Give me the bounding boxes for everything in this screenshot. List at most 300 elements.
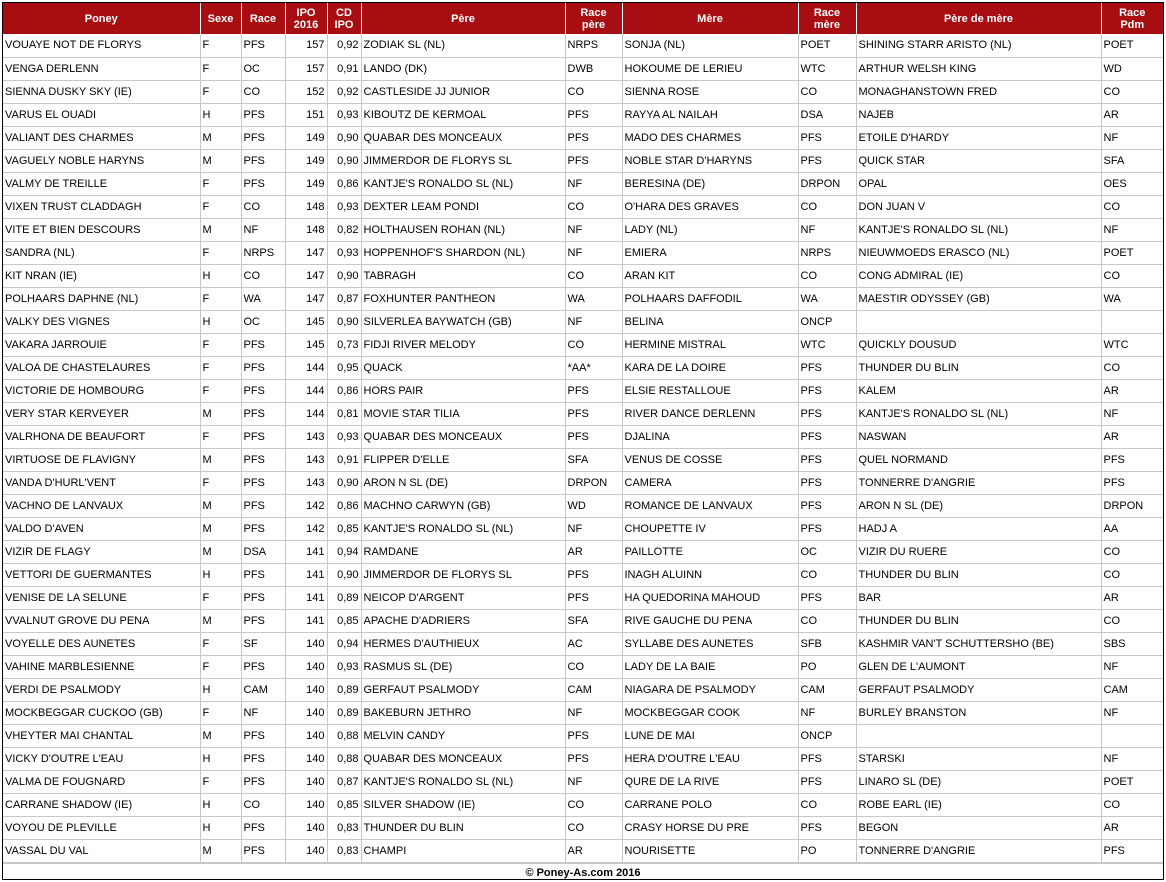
cell-cd-ipo: 0,86 bbox=[327, 172, 361, 195]
cell-race: OC bbox=[241, 57, 285, 80]
cell-race: PFS bbox=[241, 770, 285, 793]
table-row bbox=[3, 149, 1163, 172]
table-row bbox=[3, 402, 1163, 425]
cell-race-pdm: CO bbox=[1101, 609, 1163, 632]
cell-sexe: M bbox=[200, 126, 241, 149]
cell-mere: LUNE DE MAI bbox=[622, 724, 798, 747]
cell-mere: PAILLOTTE bbox=[622, 540, 798, 563]
cell-mere: INAGH ALUINN bbox=[622, 563, 798, 586]
cell-sexe: M bbox=[200, 448, 241, 471]
cell-sexe: F bbox=[200, 287, 241, 310]
table-row bbox=[3, 218, 1163, 241]
cell-poney: SANDRA (NL) bbox=[3, 241, 200, 264]
cell-poney: VICKY D'OUTRE L'EAU bbox=[3, 747, 200, 770]
header-race-pdm: Race Pdm bbox=[1101, 3, 1163, 34]
cell-poney: VAHINE MARBLESIENNE bbox=[3, 655, 200, 678]
cell-race-mere: CO bbox=[798, 609, 856, 632]
cell-pere: HORS PAIR bbox=[361, 379, 565, 402]
cell-race-pere: SFA bbox=[565, 609, 622, 632]
cell-cd-ipo: 0,85 bbox=[327, 517, 361, 540]
cell-race-pere: NF bbox=[565, 701, 622, 724]
cell-sexe: H bbox=[200, 747, 241, 770]
cell-race-pdm: AR bbox=[1101, 103, 1163, 126]
cell-mere: KARA DE LA DOIRE bbox=[622, 356, 798, 379]
cell-race-pere: WA bbox=[565, 287, 622, 310]
cell-poney: SIENNA DUSKY SKY (IE) bbox=[3, 80, 200, 103]
cell-cd-ipo: 0,90 bbox=[327, 264, 361, 287]
cell-race-pdm: POET bbox=[1101, 34, 1163, 57]
cell-mere: DJALINA bbox=[622, 425, 798, 448]
table-row bbox=[3, 517, 1163, 540]
cell-cd-ipo: 0,87 bbox=[327, 770, 361, 793]
cell-race-mere: OC bbox=[798, 540, 856, 563]
cell-sexe: H bbox=[200, 264, 241, 287]
cell-race-pere: PFS bbox=[565, 103, 622, 126]
cell-race: PFS bbox=[241, 333, 285, 356]
cell-poney: VOYELLE DES AUNETES bbox=[3, 632, 200, 655]
table-row bbox=[3, 632, 1163, 655]
cell-pere: DEXTER LEAM PONDI bbox=[361, 195, 565, 218]
cell-race-pdm: POET bbox=[1101, 770, 1163, 793]
cell-race: NF bbox=[241, 701, 285, 724]
cell-race-mere: WA bbox=[798, 287, 856, 310]
cell-cd-ipo: 0,92 bbox=[327, 80, 361, 103]
cell-poney: VENISE DE LA SELUNE bbox=[3, 586, 200, 609]
cell-ipo: 147 bbox=[285, 241, 327, 264]
cell-sexe: F bbox=[200, 241, 241, 264]
cell-race: PFS bbox=[241, 609, 285, 632]
cell-race-mere: PFS bbox=[798, 126, 856, 149]
cell-sexe: F bbox=[200, 195, 241, 218]
cell-pere-de-mere: KANTJE'S RONALDO SL (NL) bbox=[856, 402, 1101, 425]
cell-sexe: H bbox=[200, 563, 241, 586]
cell-race: PFS bbox=[241, 494, 285, 517]
cell-race-pdm: SFA bbox=[1101, 149, 1163, 172]
cell-race-mere: PFS bbox=[798, 425, 856, 448]
cell-mere: ARAN KIT bbox=[622, 264, 798, 287]
cell-race-pere: PFS bbox=[565, 425, 622, 448]
cell-ipo: 151 bbox=[285, 103, 327, 126]
cell-race-pdm: AR bbox=[1101, 816, 1163, 839]
table-row bbox=[3, 333, 1163, 356]
cell-pere: HOPPENHOF'S SHARDON (NL) bbox=[361, 241, 565, 264]
cell-poney: VHEYTER MAI CHANTAL bbox=[3, 724, 200, 747]
cell-race: PFS bbox=[241, 471, 285, 494]
cell-poney: VALOA DE CHASTELAURES bbox=[3, 356, 200, 379]
cell-ipo: 142 bbox=[285, 517, 327, 540]
cell-pere: KIBOUTZ DE KERMOAL bbox=[361, 103, 565, 126]
cell-pere-de-mere: TONNERRE D'ANGRIE bbox=[856, 839, 1101, 862]
cell-race-pere: CO bbox=[565, 655, 622, 678]
cell-poney: VVALNUT GROVE DU PENA bbox=[3, 609, 200, 632]
cell-race: PFS bbox=[241, 563, 285, 586]
cell-race-pere: PFS bbox=[565, 747, 622, 770]
cell-pere-de-mere: VIZIR DU RUERE bbox=[856, 540, 1101, 563]
cell-cd-ipo: 0,93 bbox=[327, 103, 361, 126]
cell-mere: SIENNA ROSE bbox=[622, 80, 798, 103]
table-row bbox=[3, 839, 1163, 862]
cell-pere-de-mere: HADJ A bbox=[856, 517, 1101, 540]
cell-mere: RIVER DANCE DERLENN bbox=[622, 402, 798, 425]
cell-cd-ipo: 0,81 bbox=[327, 402, 361, 425]
cell-race-pdm: AA bbox=[1101, 517, 1163, 540]
cell-race-mere: ONCP bbox=[798, 310, 856, 333]
header-poney: Poney bbox=[3, 3, 200, 34]
cell-race-mere: PFS bbox=[798, 356, 856, 379]
cell-ipo: 140 bbox=[285, 655, 327, 678]
header-pere: Père bbox=[361, 3, 565, 34]
cell-cd-ipo: 0,89 bbox=[327, 701, 361, 724]
cell-mere: NIAGARA DE PSALMODY bbox=[622, 678, 798, 701]
cell-race-pere: PFS bbox=[565, 126, 622, 149]
copyright-footer: © Poney-As.com 2016 bbox=[3, 863, 1163, 882]
cell-race-mere: PO bbox=[798, 839, 856, 862]
table-row bbox=[3, 80, 1163, 103]
cell-race-pere: PFS bbox=[565, 149, 622, 172]
cell-race: DSA bbox=[241, 540, 285, 563]
table-row bbox=[3, 770, 1163, 793]
cell-cd-ipo: 0,91 bbox=[327, 448, 361, 471]
cell-sexe: F bbox=[200, 632, 241, 655]
cell-mere: VENUS DE COSSE bbox=[622, 448, 798, 471]
table-row bbox=[3, 563, 1163, 586]
cell-ipo: 141 bbox=[285, 540, 327, 563]
cell-cd-ipo: 0,87 bbox=[327, 287, 361, 310]
cell-pere: THUNDER DU BLIN bbox=[361, 816, 565, 839]
cell-race-pdm: OES bbox=[1101, 172, 1163, 195]
cell-race: PFS bbox=[241, 747, 285, 770]
cell-race-mere: DRPON bbox=[798, 172, 856, 195]
table-row bbox=[3, 540, 1163, 563]
cell-race: PFS bbox=[241, 425, 285, 448]
cell-mere: SONJA (NL) bbox=[622, 34, 798, 57]
header-race-mere: Race mère bbox=[798, 3, 856, 34]
cell-race-pdm: NF bbox=[1101, 126, 1163, 149]
cell-race-mere: ONCP bbox=[798, 724, 856, 747]
cell-pere-de-mere: BAR bbox=[856, 586, 1101, 609]
table-row bbox=[3, 448, 1163, 471]
cell-race-pdm: CO bbox=[1101, 563, 1163, 586]
cell-cd-ipo: 0,91 bbox=[327, 57, 361, 80]
cell-race-mere: SFB bbox=[798, 632, 856, 655]
cell-race-pdm: AR bbox=[1101, 425, 1163, 448]
cell-pere-de-mere: STARSKI bbox=[856, 747, 1101, 770]
cell-sexe: F bbox=[200, 471, 241, 494]
cell-ipo: 140 bbox=[285, 839, 327, 862]
cell-poney: VOYOU DE PLEVILLE bbox=[3, 816, 200, 839]
cell-pere-de-mere: MAESTIR ODYSSEY (GB) bbox=[856, 287, 1101, 310]
cell-pere: KANTJE'S RONALDO SL (NL) bbox=[361, 517, 565, 540]
cell-pere-de-mere: ARON N SL (DE) bbox=[856, 494, 1101, 517]
cell-sexe: M bbox=[200, 494, 241, 517]
cell-race-pere: WD bbox=[565, 494, 622, 517]
cell-mere: HOKOUME DE LERIEU bbox=[622, 57, 798, 80]
cell-pere: RASMUS SL (DE) bbox=[361, 655, 565, 678]
cell-race-mere: PFS bbox=[798, 747, 856, 770]
cell-pere: SILVER SHADOW (IE) bbox=[361, 793, 565, 816]
cell-pere-de-mere: KANTJE'S RONALDO SL (NL) bbox=[856, 218, 1101, 241]
cell-poney: VERDI DE PSALMODY bbox=[3, 678, 200, 701]
cell-race-pdm: CO bbox=[1101, 80, 1163, 103]
cell-sexe: M bbox=[200, 218, 241, 241]
cell-race-mere: PFS bbox=[798, 379, 856, 402]
cell-sexe: F bbox=[200, 57, 241, 80]
cell-race-pdm: PFS bbox=[1101, 448, 1163, 471]
cell-pere: FLIPPER D'ELLE bbox=[361, 448, 565, 471]
cell-pere: JIMMERDOR DE FLORYS SL bbox=[361, 149, 565, 172]
table-row bbox=[3, 494, 1163, 517]
cell-race-pdm: CAM bbox=[1101, 678, 1163, 701]
cell-pere: RAMDANE bbox=[361, 540, 565, 563]
cell-race-pere: DRPON bbox=[565, 471, 622, 494]
cell-mere: BELINA bbox=[622, 310, 798, 333]
cell-poney: VAKARA JARROUIE bbox=[3, 333, 200, 356]
table-row bbox=[3, 195, 1163, 218]
cell-cd-ipo: 0,89 bbox=[327, 678, 361, 701]
cell-sexe: H bbox=[200, 103, 241, 126]
table-row bbox=[3, 241, 1163, 264]
cell-race-pdm: WTC bbox=[1101, 333, 1163, 356]
cell-ipo: 141 bbox=[285, 563, 327, 586]
cell-mere: CAMERA bbox=[622, 471, 798, 494]
cell-pere: SILVERLEA BAYWATCH (GB) bbox=[361, 310, 565, 333]
cell-sexe: F bbox=[200, 586, 241, 609]
cell-poney: VOUAYE NOT DE FLORYS bbox=[3, 34, 200, 57]
cell-ipo: 140 bbox=[285, 701, 327, 724]
cell-pere-de-mere: GERFAUT PSALMODY bbox=[856, 678, 1101, 701]
header-sexe: Sexe bbox=[200, 3, 241, 34]
cell-race: CO bbox=[241, 80, 285, 103]
cell-ipo: 140 bbox=[285, 632, 327, 655]
cell-sexe: M bbox=[200, 540, 241, 563]
cell-race-pere: PFS bbox=[565, 402, 622, 425]
header-cd-ipo: CD IPO bbox=[327, 3, 361, 34]
cell-mere: POLHAARS DAFFODIL bbox=[622, 287, 798, 310]
cell-pere-de-mere bbox=[856, 724, 1101, 747]
cell-race: OC bbox=[241, 310, 285, 333]
table-header bbox=[3, 3, 1163, 34]
cell-cd-ipo: 0,86 bbox=[327, 494, 361, 517]
cell-pere-de-mere: ETOILE D'HARDY bbox=[856, 126, 1101, 149]
cell-race-mere: CAM bbox=[798, 678, 856, 701]
cell-race-mere: NRPS bbox=[798, 241, 856, 264]
cell-ipo: 147 bbox=[285, 287, 327, 310]
cell-ipo: 143 bbox=[285, 425, 327, 448]
cell-pere-de-mere: SHINING STARR ARISTO (NL) bbox=[856, 34, 1101, 57]
cell-poney: VENGA DERLENN bbox=[3, 57, 200, 80]
cell-race-pere: PFS bbox=[565, 379, 622, 402]
cell-cd-ipo: 0,94 bbox=[327, 540, 361, 563]
cell-race: SF bbox=[241, 632, 285, 655]
cell-pere-de-mere: ARTHUR WELSH KING bbox=[856, 57, 1101, 80]
cell-cd-ipo: 0,85 bbox=[327, 609, 361, 632]
cell-cd-ipo: 0,93 bbox=[327, 425, 361, 448]
cell-sexe: F bbox=[200, 34, 241, 57]
cell-sexe: H bbox=[200, 816, 241, 839]
cell-pere: QUABAR DES MONCEAUX bbox=[361, 425, 565, 448]
cell-race-pere: SFA bbox=[565, 448, 622, 471]
cell-mere: HERMINE MISTRAL bbox=[622, 333, 798, 356]
cell-race: PFS bbox=[241, 839, 285, 862]
cell-race-mere: PO bbox=[798, 655, 856, 678]
cell-pere: QUABAR DES MONCEAUX bbox=[361, 747, 565, 770]
table-row bbox=[3, 264, 1163, 287]
cell-pere: APACHE D'ADRIERS bbox=[361, 609, 565, 632]
cell-poney: MOCKBEGGAR CUCKOO (GB) bbox=[3, 701, 200, 724]
table-row bbox=[3, 57, 1163, 80]
table-row bbox=[3, 609, 1163, 632]
cell-race-pdm: SBS bbox=[1101, 632, 1163, 655]
cell-race-pdm: NF bbox=[1101, 402, 1163, 425]
cell-race-pere: NF bbox=[565, 218, 622, 241]
cell-sexe: M bbox=[200, 402, 241, 425]
cell-cd-ipo: 0,92 bbox=[327, 34, 361, 57]
cell-race-pere: *AA* bbox=[565, 356, 622, 379]
cell-mere: MADO DES CHARMES bbox=[622, 126, 798, 149]
cell-pere-de-mere: NIEUWMOEDS ERASCO (NL) bbox=[856, 241, 1101, 264]
cell-pere: QUABAR DES MONCEAUX bbox=[361, 126, 565, 149]
cell-ipo: 144 bbox=[285, 402, 327, 425]
cell-sexe: F bbox=[200, 701, 241, 724]
cell-pere: LANDO (DK) bbox=[361, 57, 565, 80]
table-row bbox=[3, 701, 1163, 724]
cell-mere: ELSIE RESTALLOUE bbox=[622, 379, 798, 402]
cell-race-pere: NF bbox=[565, 770, 622, 793]
cell-cd-ipo: 0,73 bbox=[327, 333, 361, 356]
cell-poney: CARRANE SHADOW (IE) bbox=[3, 793, 200, 816]
cell-pere-de-mere: THUNDER DU BLIN bbox=[856, 356, 1101, 379]
cell-race: PFS bbox=[241, 103, 285, 126]
cell-pere-de-mere: KALEM bbox=[856, 379, 1101, 402]
cell-race: PFS bbox=[241, 172, 285, 195]
cell-mere: NOURISETTE bbox=[622, 839, 798, 862]
cell-sexe: F bbox=[200, 770, 241, 793]
cell-sexe: M bbox=[200, 839, 241, 862]
cell-ipo: 140 bbox=[285, 678, 327, 701]
cell-pere: BAKEBURN JETHRO bbox=[361, 701, 565, 724]
cell-pere-de-mere: ROBE EARL (IE) bbox=[856, 793, 1101, 816]
cell-cd-ipo: 0,95 bbox=[327, 356, 361, 379]
cell-pere-de-mere: BEGON bbox=[856, 816, 1101, 839]
cell-ipo: 140 bbox=[285, 747, 327, 770]
cell-pere-de-mere: NAJEB bbox=[856, 103, 1101, 126]
cell-race-mere: WTC bbox=[798, 57, 856, 80]
cell-race: CO bbox=[241, 264, 285, 287]
cell-race: PFS bbox=[241, 126, 285, 149]
cell-poney: VIZIR DE FLAGY bbox=[3, 540, 200, 563]
cell-race-pdm: WA bbox=[1101, 287, 1163, 310]
cell-pere: MOVIE STAR TILIA bbox=[361, 402, 565, 425]
cell-pere-de-mere: QUICK STAR bbox=[856, 149, 1101, 172]
cell-race: PFS bbox=[241, 34, 285, 57]
cell-pere: GERFAUT PSALMODY bbox=[361, 678, 565, 701]
cell-poney: VALIANT DES CHARMES bbox=[3, 126, 200, 149]
cell-mere: HERA D'OUTRE L'EAU bbox=[622, 747, 798, 770]
cell-race-pdm: PFS bbox=[1101, 839, 1163, 862]
cell-race-mere: PFS bbox=[798, 494, 856, 517]
cell-race-mere: PFS bbox=[798, 586, 856, 609]
cell-race-mere: PFS bbox=[798, 448, 856, 471]
cell-race-pere: PFS bbox=[565, 724, 622, 747]
cell-poney: VALDO D'AVEN bbox=[3, 517, 200, 540]
cell-sexe: F bbox=[200, 379, 241, 402]
cell-race-pere: AC bbox=[565, 632, 622, 655]
header-row bbox=[3, 3, 1163, 34]
cell-race-mere: CO bbox=[798, 195, 856, 218]
cell-pere-de-mere bbox=[856, 310, 1101, 333]
cell-race-mere: NF bbox=[798, 218, 856, 241]
cell-race-mere: CO bbox=[798, 80, 856, 103]
cell-ipo: 148 bbox=[285, 195, 327, 218]
cell-ipo: 152 bbox=[285, 80, 327, 103]
cell-race-pere: NF bbox=[565, 310, 622, 333]
cell-ipo: 149 bbox=[285, 172, 327, 195]
table-row bbox=[3, 793, 1163, 816]
cell-race: CO bbox=[241, 195, 285, 218]
cell-race-mere: POET bbox=[798, 34, 856, 57]
cell-sexe: F bbox=[200, 172, 241, 195]
cell-race-pere: CO bbox=[565, 816, 622, 839]
cell-cd-ipo: 0,88 bbox=[327, 747, 361, 770]
cell-ipo: 149 bbox=[285, 126, 327, 149]
cell-cd-ipo: 0,83 bbox=[327, 839, 361, 862]
cell-race-mere: PFS bbox=[798, 402, 856, 425]
cell-race-pere: CO bbox=[565, 333, 622, 356]
cell-race-pdm: AR bbox=[1101, 379, 1163, 402]
cell-pere-de-mere: DON JUAN V bbox=[856, 195, 1101, 218]
cell-pere: KANTJE'S RONALDO SL (NL) bbox=[361, 770, 565, 793]
cell-mere: HA QUEDORINA MAHOUD bbox=[622, 586, 798, 609]
cell-race: CAM bbox=[241, 678, 285, 701]
pony-ranking-table bbox=[3, 3, 1163, 863]
cell-mere: NOBLE STAR D'HARYNS bbox=[622, 149, 798, 172]
cell-pere: FOXHUNTER PANTHEON bbox=[361, 287, 565, 310]
cell-mere: RIVE GAUCHE DU PENA bbox=[622, 609, 798, 632]
cell-pere-de-mere: BURLEY BRANSTON bbox=[856, 701, 1101, 724]
cell-race-pdm bbox=[1101, 310, 1163, 333]
table-row bbox=[3, 379, 1163, 402]
cell-cd-ipo: 0,93 bbox=[327, 655, 361, 678]
cell-cd-ipo: 0,90 bbox=[327, 471, 361, 494]
cell-race: WA bbox=[241, 287, 285, 310]
table-row bbox=[3, 747, 1163, 770]
cell-mere: MOCKBEGGAR COOK bbox=[622, 701, 798, 724]
cell-race-mere: PFS bbox=[798, 770, 856, 793]
cell-poney: VICTORIE DE HOMBOURG bbox=[3, 379, 200, 402]
cell-race-pdm: AR bbox=[1101, 586, 1163, 609]
cell-race-pdm: CO bbox=[1101, 264, 1163, 287]
cell-sexe: M bbox=[200, 724, 241, 747]
table-row bbox=[3, 34, 1163, 57]
cell-race-mere: PFS bbox=[798, 471, 856, 494]
cell-sexe: H bbox=[200, 310, 241, 333]
cell-mere: EMIERA bbox=[622, 241, 798, 264]
cell-cd-ipo: 0,93 bbox=[327, 195, 361, 218]
cell-ipo: 157 bbox=[285, 57, 327, 80]
cell-race: PFS bbox=[241, 655, 285, 678]
cell-poney: VIRTUOSE DE FLAVIGNY bbox=[3, 448, 200, 471]
cell-pere-de-mere: QUEL NORMAND bbox=[856, 448, 1101, 471]
cell-ipo: 143 bbox=[285, 448, 327, 471]
cell-poney: VALMY DE TREILLE bbox=[3, 172, 200, 195]
table-row bbox=[3, 655, 1163, 678]
cell-ipo: 149 bbox=[285, 149, 327, 172]
cell-poney: VACHNO DE LANVAUX bbox=[3, 494, 200, 517]
cell-mere: BERESINA (DE) bbox=[622, 172, 798, 195]
cell-race-pere: AR bbox=[565, 540, 622, 563]
cell-race-mere: CO bbox=[798, 793, 856, 816]
cell-ipo: 148 bbox=[285, 218, 327, 241]
